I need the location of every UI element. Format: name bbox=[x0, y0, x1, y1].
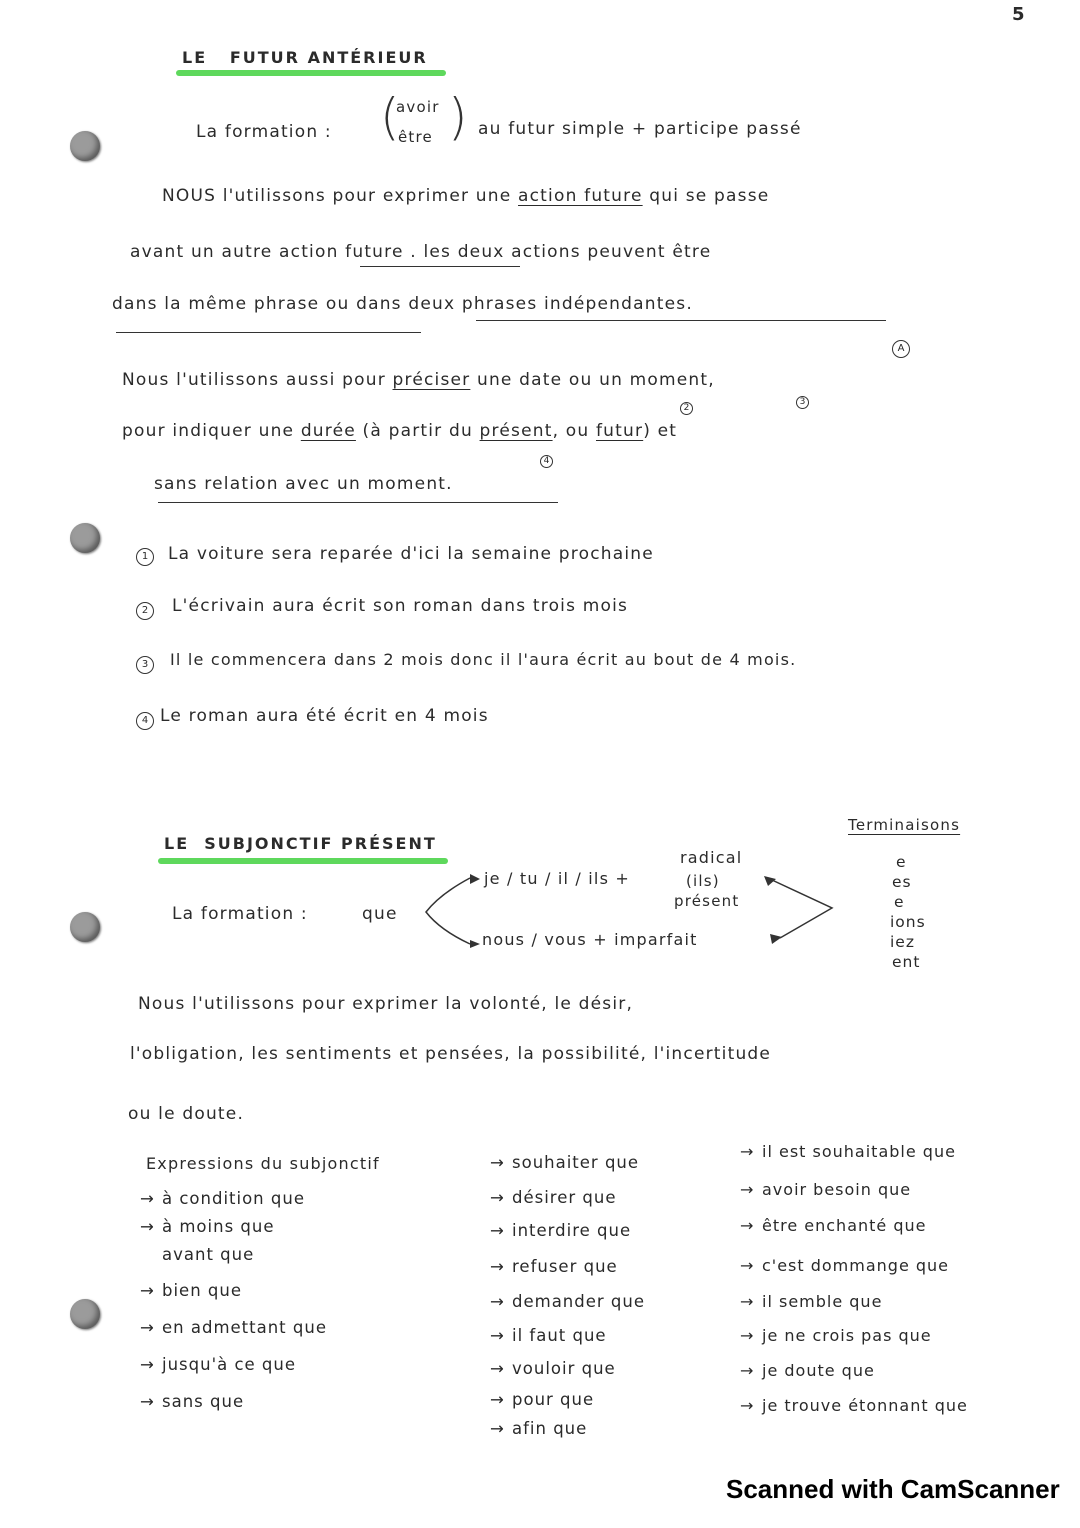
example-text: Le roman aura été écrit en 4 mois bbox=[160, 706, 489, 726]
formation-rest: au futur simple + participe passé bbox=[478, 119, 802, 139]
example-text: L'écrivain aura écrit son roman dans trois mois bbox=[172, 596, 629, 616]
section-title-subjonctif: LE SUBJONCTIF PRÉSENT bbox=[164, 834, 437, 853]
list-item: → demander que bbox=[490, 1292, 646, 1311]
usage-line-2: l'obligation, les sentiments et pensées, la possibilité, l'incertitude bbox=[130, 1044, 772, 1064]
terminaisons-list bbox=[890, 852, 926, 972]
list-item: → avoir besoin que bbox=[740, 1180, 912, 1199]
list-item: → souhaiter que bbox=[490, 1153, 640, 1172]
usage-line-3: ou le doute. bbox=[128, 1104, 245, 1124]
radical-line-3: présent bbox=[674, 892, 740, 910]
terminaison: es bbox=[892, 873, 912, 891]
list-item: → refuser que bbox=[490, 1257, 618, 1276]
example-number: 1 bbox=[136, 548, 154, 566]
paragraph-2-line-3: sans relation avec un moment. bbox=[154, 474, 453, 494]
expressions-column-2 bbox=[490, 1146, 645, 1442]
radical-line-2: (ils) bbox=[686, 872, 720, 890]
paragraph-2-line-2: pour indiquer une durée (à partir du présent, ou futur) et bbox=[122, 421, 678, 441]
formation-label-2: La formation : bbox=[172, 904, 308, 924]
expressions-column-3 bbox=[740, 1134, 968, 1423]
paragraph-2-line-1: Nous l'utilissons aussi pour préciser une date ou un moment, bbox=[122, 370, 715, 390]
list-item: → il faut que bbox=[490, 1326, 607, 1345]
formation-label: La formation : bbox=[196, 122, 332, 142]
terminaison: ent bbox=[892, 953, 921, 971]
list-item: → bien que bbox=[140, 1281, 242, 1300]
terminaison: ions bbox=[890, 913, 926, 931]
auxiliary-avoir: avoir bbox=[396, 98, 440, 116]
example-text: Il le commencera dans 2 mois donc il l'aura écrit au bout de 4 mois. bbox=[170, 650, 797, 669]
marker-3: 3 bbox=[796, 396, 809, 409]
list-item: → je ne crois pas que bbox=[740, 1326, 932, 1345]
scanner-watermark: Scanned with CamScanner bbox=[726, 1474, 1060, 1504]
bracket-left: ( bbox=[380, 88, 400, 146]
list-item: → je trouve étonnant que bbox=[740, 1396, 968, 1415]
list-item: → il est souhaitable que bbox=[740, 1142, 956, 1161]
list-item: avant que bbox=[162, 1245, 255, 1264]
radical-line-1: radical bbox=[680, 848, 743, 867]
terminaisons-title: Terminaisons bbox=[848, 816, 961, 834]
terminaison: iez bbox=[890, 933, 915, 951]
paragraph-1-line-2: avant un autre action future . les deux actions peuvent être bbox=[130, 242, 712, 262]
example-number: 3 bbox=[136, 656, 154, 674]
paragraph-1-line-1: NOUS l'utilissons pour exprimer une action future qui se passe bbox=[162, 186, 770, 206]
bracket-right: ) bbox=[448, 88, 468, 146]
marker-4: 4 bbox=[540, 455, 553, 468]
example-number: 4 bbox=[136, 712, 154, 730]
list-item: → en admettant que bbox=[140, 1318, 327, 1337]
branch-top: je / tu / il / ils + bbox=[484, 869, 630, 888]
section-title-futur: LE FUTUR ANTÉRIEUR bbox=[182, 48, 428, 67]
example-number: 2 bbox=[136, 602, 154, 620]
marker-2: 2 bbox=[680, 402, 693, 415]
expressions-title: Expressions du subjonctif bbox=[146, 1154, 380, 1173]
que-label: que bbox=[362, 904, 398, 924]
list-item: → sans que bbox=[140, 1392, 245, 1411]
auxiliary-etre: être bbox=[398, 128, 433, 146]
paragraph-1-line-3: dans la même phrase ou dans deux phrases indépendantes. bbox=[112, 294, 693, 314]
list-item: → à condition que bbox=[140, 1189, 305, 1208]
terminaison: e bbox=[896, 853, 907, 871]
list-item: → pour que bbox=[490, 1390, 595, 1409]
list-item: → jusqu'à ce que bbox=[140, 1355, 297, 1374]
list-item: → désirer que bbox=[490, 1188, 617, 1207]
list-item: → vouloir que bbox=[490, 1359, 616, 1378]
list-item: → c'est dommange que bbox=[740, 1256, 950, 1275]
list-item: → je doute que bbox=[740, 1361, 875, 1380]
terminaison: e bbox=[894, 893, 905, 911]
example-text: La voiture sera reparée d'ici la semaine prochaine bbox=[168, 544, 654, 564]
usage-line-1: Nous l'utilissons pour exprimer la volonté, le désir, bbox=[138, 994, 634, 1014]
list-item: → il semble que bbox=[740, 1292, 883, 1311]
page-number: 5 bbox=[1012, 4, 1026, 25]
list-item: → à moins que bbox=[140, 1217, 275, 1236]
list-item: → afin que bbox=[490, 1419, 588, 1438]
branch-bottom: nous / vous + imparfait bbox=[482, 930, 698, 949]
expressions-column-1 bbox=[140, 1184, 327, 1424]
list-item: → être enchanté que bbox=[740, 1216, 927, 1235]
list-item: → interdire que bbox=[490, 1221, 632, 1240]
marker-a: A bbox=[892, 340, 910, 358]
